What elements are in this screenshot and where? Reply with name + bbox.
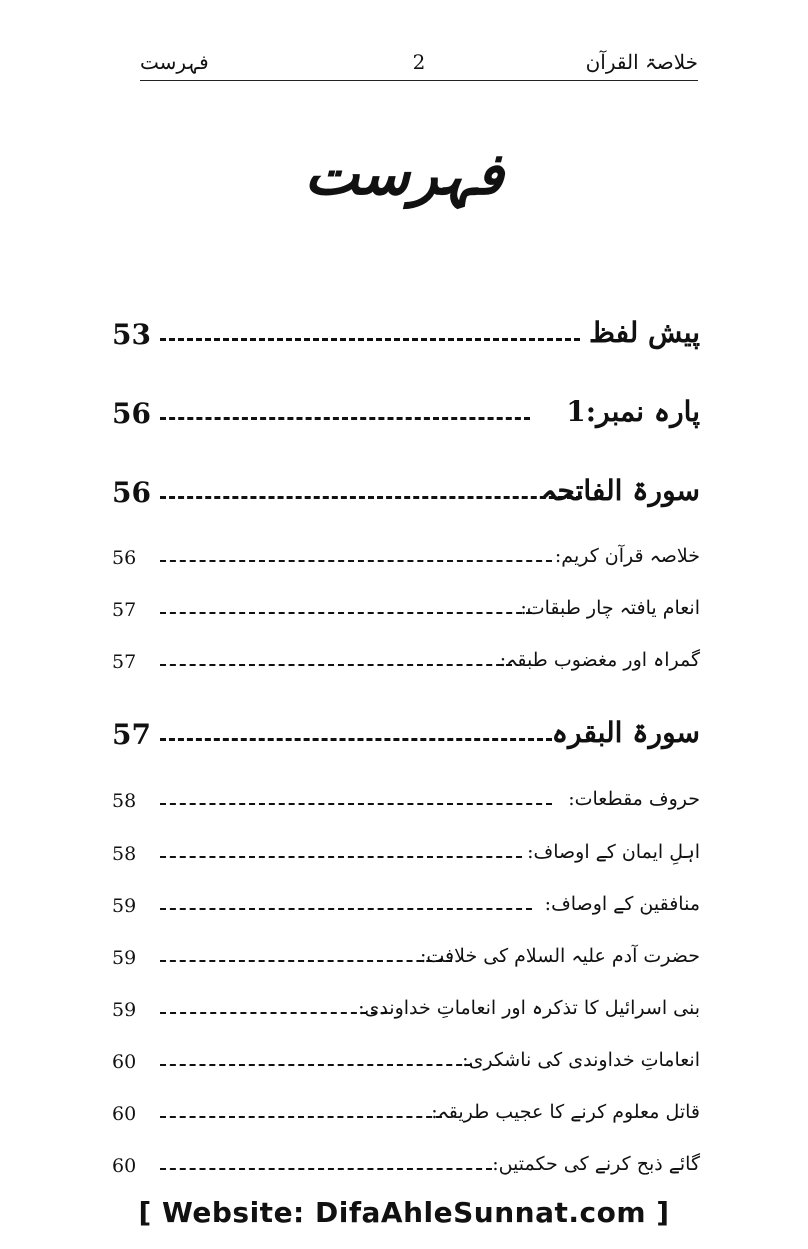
- toc-page-number: 59: [112, 999, 137, 1021]
- toc-leader-dashes: [160, 1064, 472, 1066]
- toc-entry: [112, 841, 700, 871]
- toc-entry: [112, 597, 700, 627]
- toc-entry-title: منافقین کے اوصاف:: [544, 893, 700, 915]
- toc-leader-dashes: [160, 803, 552, 805]
- toc-page-number: 59: [112, 895, 137, 917]
- toc-entry-title: سورۃ البقرہ: [551, 716, 700, 749]
- toc-entry-title: خلاصہ قرآن کریم:: [554, 545, 700, 567]
- toc-entry: [112, 476, 700, 516]
- toc-leader-dashes: [160, 1168, 492, 1170]
- toc-entry-title: انعاماتِ خداوندی کی ناشکری:: [462, 1049, 700, 1071]
- toc-entry: [112, 893, 700, 923]
- toc-entry-title: گائے ذبح کرنے کی حکمتیں:: [492, 1153, 700, 1175]
- toc-page-number: 57: [112, 651, 137, 673]
- toc-leader-dashes: [160, 338, 580, 341]
- toc-leader-dashes: [160, 560, 552, 562]
- toc-leader-dashes: [160, 417, 530, 420]
- toc-leader-dashes: [160, 738, 552, 741]
- toc-leader-dashes: [160, 612, 532, 614]
- toc-page-number: 59: [112, 947, 137, 969]
- toc-leader-dashes: [160, 960, 452, 962]
- toc-entry: [112, 997, 700, 1027]
- header-section-title: فہرست: [140, 50, 209, 74]
- toc-page-number: 58: [112, 790, 137, 812]
- toc-entry: [112, 1153, 700, 1183]
- toc-entry: [112, 945, 700, 975]
- toc-leader-dashes: [160, 1116, 442, 1118]
- toc-entry-title: پارہ نمبر:1: [566, 395, 700, 428]
- toc-entry: [112, 397, 700, 437]
- header-page-number: 2: [412, 50, 426, 74]
- toc-entry-title: بنی اسرائیل کا تذکرہ اور انعاماتِ خداوندی:: [358, 997, 700, 1019]
- toc-entry: [112, 1101, 700, 1131]
- toc-entry-title: سورۃ الفاتحہ: [541, 474, 700, 507]
- page-header: [140, 44, 698, 81]
- toc-entry: [112, 788, 700, 818]
- toc-page-number: 57: [112, 599, 137, 621]
- toc-leader-dashes: [160, 496, 582, 499]
- toc-entry-title: اہلِ ایمان کے اوصاف:: [527, 841, 700, 863]
- toc-leader-dashes: [160, 908, 532, 910]
- toc-entry-title: حروف مقطعات:: [568, 788, 700, 810]
- toc-entry-title: قاتل معلوم کرنے کا عجیب طریقہ:: [431, 1101, 700, 1123]
- toc-entry: [112, 545, 700, 575]
- toc-entry: [112, 649, 700, 679]
- toc-leader-dashes: [160, 856, 522, 858]
- toc-page-number: 60: [112, 1155, 137, 1177]
- toc-page-number: 56: [112, 547, 137, 569]
- toc-page-number: 60: [112, 1103, 137, 1125]
- toc-page-number: 58: [112, 843, 137, 865]
- toc-page-number: 57: [112, 718, 151, 751]
- page-title: فہرست: [304, 140, 504, 208]
- toc-entry-title: انعام یافتہ چار طبقات:: [520, 597, 700, 619]
- toc-entry-title: حضرت آدم علیہ السلام کی خلافت:: [419, 945, 700, 967]
- toc-leader-dashes: [160, 1012, 387, 1014]
- toc-entry: [112, 318, 700, 358]
- toc-entry: [112, 1049, 700, 1079]
- toc-page-number: 56: [112, 397, 151, 430]
- toc-page-number: 53: [112, 318, 151, 351]
- toc-leader-dashes: [160, 664, 512, 666]
- toc-entry: [112, 718, 700, 758]
- toc-page-number: 60: [112, 1051, 137, 1073]
- toc-page-number: 56: [112, 476, 151, 509]
- toc-entry-title: پیش لفظ: [589, 316, 700, 349]
- website-footer: [ Website: DifaAhleSunnat.com ]: [138, 1196, 670, 1229]
- header-book-title: خلاصۃ القرآن: [585, 50, 698, 74]
- toc-entry-title: گمراہ اور مغضوب طبقہ:: [499, 649, 700, 671]
